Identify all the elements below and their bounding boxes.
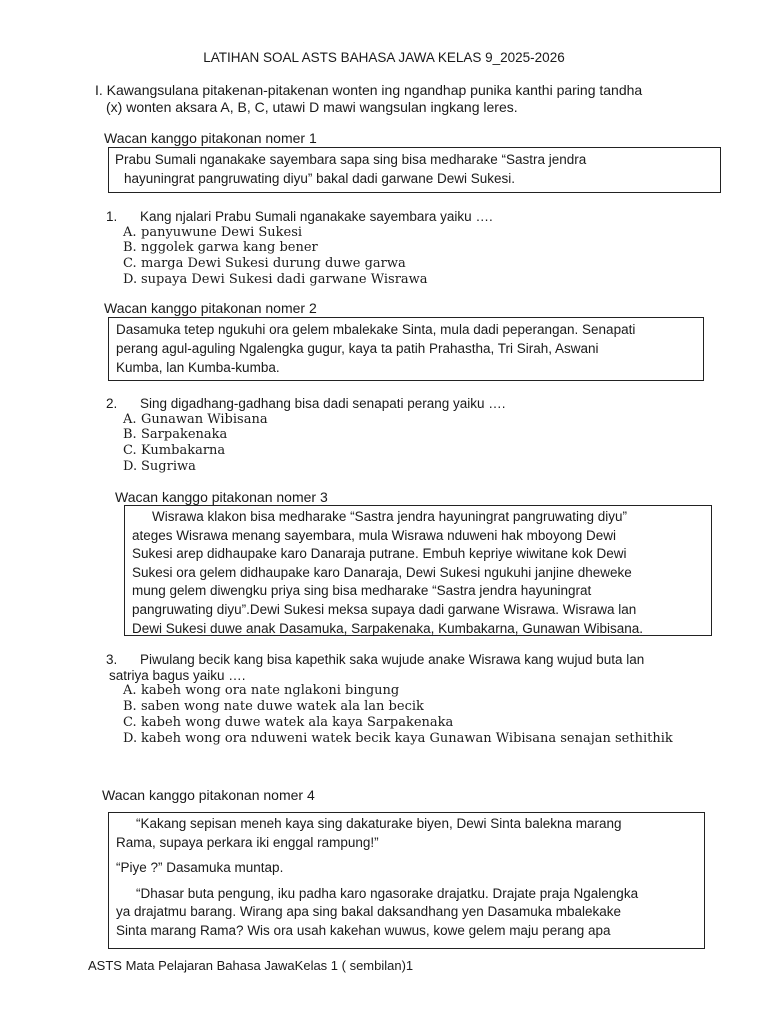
question-1: [106, 209, 726, 288]
option-a[interactable]: [106, 225, 726, 241]
option-d[interactable]: [106, 731, 726, 747]
option-text: nggolek garwa kang bener: [141, 240, 318, 256]
question-3: [106, 652, 726, 746]
option-letter: B.: [123, 427, 137, 443]
reading-1-line: Prabu Sumali nganakake sayembara sapa sing bisa medharake “Sastra jendra: [115, 152, 587, 167]
instruction-line-2: (x) wonten aksara A, B, C, utawi D mawi wangsulan ingkang leres.: [106, 99, 518, 115]
reading-2-line: Dasamuka tetep ngukuhi ora gelem mbalekake Sinta, mula dadi peperangan. Senapati: [116, 322, 636, 337]
reading-2-line: perang agul-aguling Ngalengka gugur, kaya ta patih Prahastha, Tri Sirah, Aswani: [116, 341, 599, 356]
reading-4-box: [108, 812, 705, 949]
option-text: marga Dewi Sukesi durung duwe garwa: [141, 256, 406, 272]
reading-3-line: Wisrawa klakon bisa medharake “Sastra jendra hayuningrat pangruwating diyu”: [152, 509, 627, 524]
reading-3-line: Dewi Sukesi duwe anak Dasamuka, Sarpakenaka, Kumbakarna, Gunawan Wibisana.: [132, 620, 644, 636]
reading-3-line: ateges Wisrawa menang sayembara, mula Wisrawa nduweni hak mboyong Dewi: [132, 527, 616, 543]
reading-4-line: Sinta marang Rama? Wis ora usah kakehan wuwus, kowe gelem maju perang apa: [116, 922, 611, 938]
option-b[interactable]: [106, 240, 726, 256]
option-a[interactable]: [106, 412, 726, 428]
question-number: 1.: [106, 209, 118, 224]
reading-4-line: “Dhasar buta pengung, iku padha karo ngasorake drajatku. Drajate praja Ngalengka: [136, 885, 639, 901]
option-letter: C.: [123, 443, 137, 459]
page-footer: ASTS Mata Pelajaran Bahasa JawaKelas 1 ( sembilan)1: [88, 958, 414, 973]
instruction: [95, 82, 715, 116]
option-text: Sugriwa: [141, 458, 196, 474]
option-letter: B.: [123, 240, 137, 256]
option-letter: D.: [123, 730, 138, 746]
reading-4-line: Rama, supaya perkara iki enggal rampung!”: [116, 834, 379, 850]
question-2: [106, 396, 726, 475]
reading-3-box: [124, 505, 712, 636]
option-b[interactable]: [106, 427, 726, 443]
option-letter: D.: [123, 271, 138, 287]
option-d[interactable]: [106, 459, 726, 475]
option-text: Gunawan Wibisana: [141, 411, 268, 427]
reading-2-line: Kumba, lan Kumba-kumba.: [116, 360, 280, 375]
reading-4-label: Wacan kanggo pitakonan nomer 4: [102, 787, 315, 803]
option-letter: D.: [123, 458, 138, 474]
question-number: 2.: [106, 396, 118, 411]
reading-3-line: mung gelem diwengku priya sing bisa medharake “Sastra jendra hayuningrat: [132, 583, 592, 599]
question-text: Piwulang becik kang bisa kapethik saka wujude anake Wisrawa kang wujud buta lan: [140, 652, 645, 667]
question-stem: [106, 652, 726, 668]
reading-1-line: hayuningrat pangruwating diyu” bakal dadi garwane Dewi Sukesi.: [124, 171, 515, 186]
option-letter: A.: [123, 683, 137, 699]
option-text: Sarpakenaka: [141, 427, 228, 443]
question-stem: [106, 209, 726, 225]
reading-3-line: pangruwating diyu”.Dewi Sukesi meksa supaya dadi garwane Wisrawa. Wisrawa lan: [132, 601, 637, 617]
reading-2-box: [108, 317, 704, 381]
reading-3-line: Sukesi arep didhaupake karo Danaraja putrane. Embuh kepriye wiwitane kok Dewi: [132, 546, 627, 562]
question-text: Sing digadhang-gadhang bisa dadi senapati perang yaiku ….: [140, 396, 506, 411]
option-text: kabeh wong ora nduweni watek becik kaya Gunawan Wibisana senajan sethithik: [141, 730, 673, 746]
option-c[interactable]: [106, 715, 726, 731]
option-text: saben wong nate duwe watek ala lan becik: [141, 699, 424, 715]
reading-3-label: Wacan kanggo pitakonan nomer 3: [115, 489, 328, 505]
reading-1-box: [108, 147, 721, 193]
instruction-line-1: I. Kawangsulana pitakenan-pitakenan wonten ing ngandhap punika kanthi paring tandha: [95, 82, 643, 98]
option-letter: A.: [123, 224, 137, 240]
option-letter: C.: [123, 256, 137, 272]
page-title: LATIHAN SOAL ASTS BAHASA JAWA KELAS 9_2025-2026: [203, 50, 565, 65]
option-letter: B.: [123, 699, 137, 715]
question-number: 3.: [106, 652, 118, 667]
option-b[interactable]: [106, 699, 726, 715]
option-text: kabeh wong ora nate nglakoni bingung: [141, 683, 400, 699]
option-c[interactable]: [106, 443, 726, 459]
question-text-continued: satriya bagus yaiku ….: [109, 667, 246, 683]
reading-3-line: Sukesi ora gelem didhaupake karo Danaraja, Dewi Sukesi ngukuhi janjine dheweke: [132, 564, 632, 580]
option-d[interactable]: [106, 272, 726, 288]
option-letter: A.: [123, 411, 137, 427]
reading-4-line: “Kakang sepisan meneh kaya sing dakaturake biyen, Dewi Sinta balekna marang: [136, 816, 622, 831]
question-text: Kang njalari Prabu Sumali nganakake sayembara yaiku ….: [140, 209, 493, 224]
option-c[interactable]: [106, 256, 726, 272]
option-a[interactable]: [106, 683, 726, 699]
option-text: Kumbakarna: [141, 443, 226, 459]
reading-1-label: Wacan kanggo pitakonan nomer 1: [104, 130, 317, 146]
option-text: kabeh wong duwe watek ala kaya Sarpakenaka: [141, 714, 454, 730]
reading-4-line: ya drajatmu barang. Wirang apa sing bakal daksandhang yen Dasamuka mbalekake: [116, 904, 622, 920]
reading-2-label: Wacan kanggo pitakonan nomer 2: [104, 300, 317, 316]
question-stem: [106, 396, 726, 412]
option-text: panyuwune Dewi Sukesi: [141, 224, 303, 240]
option-text: supaya Dewi Sukesi dadi garwane Wisrawa: [141, 271, 428, 287]
option-letter: C.: [123, 714, 137, 730]
reading-4-line: “Piye ?” Dasamuka muntap.: [116, 860, 284, 876]
